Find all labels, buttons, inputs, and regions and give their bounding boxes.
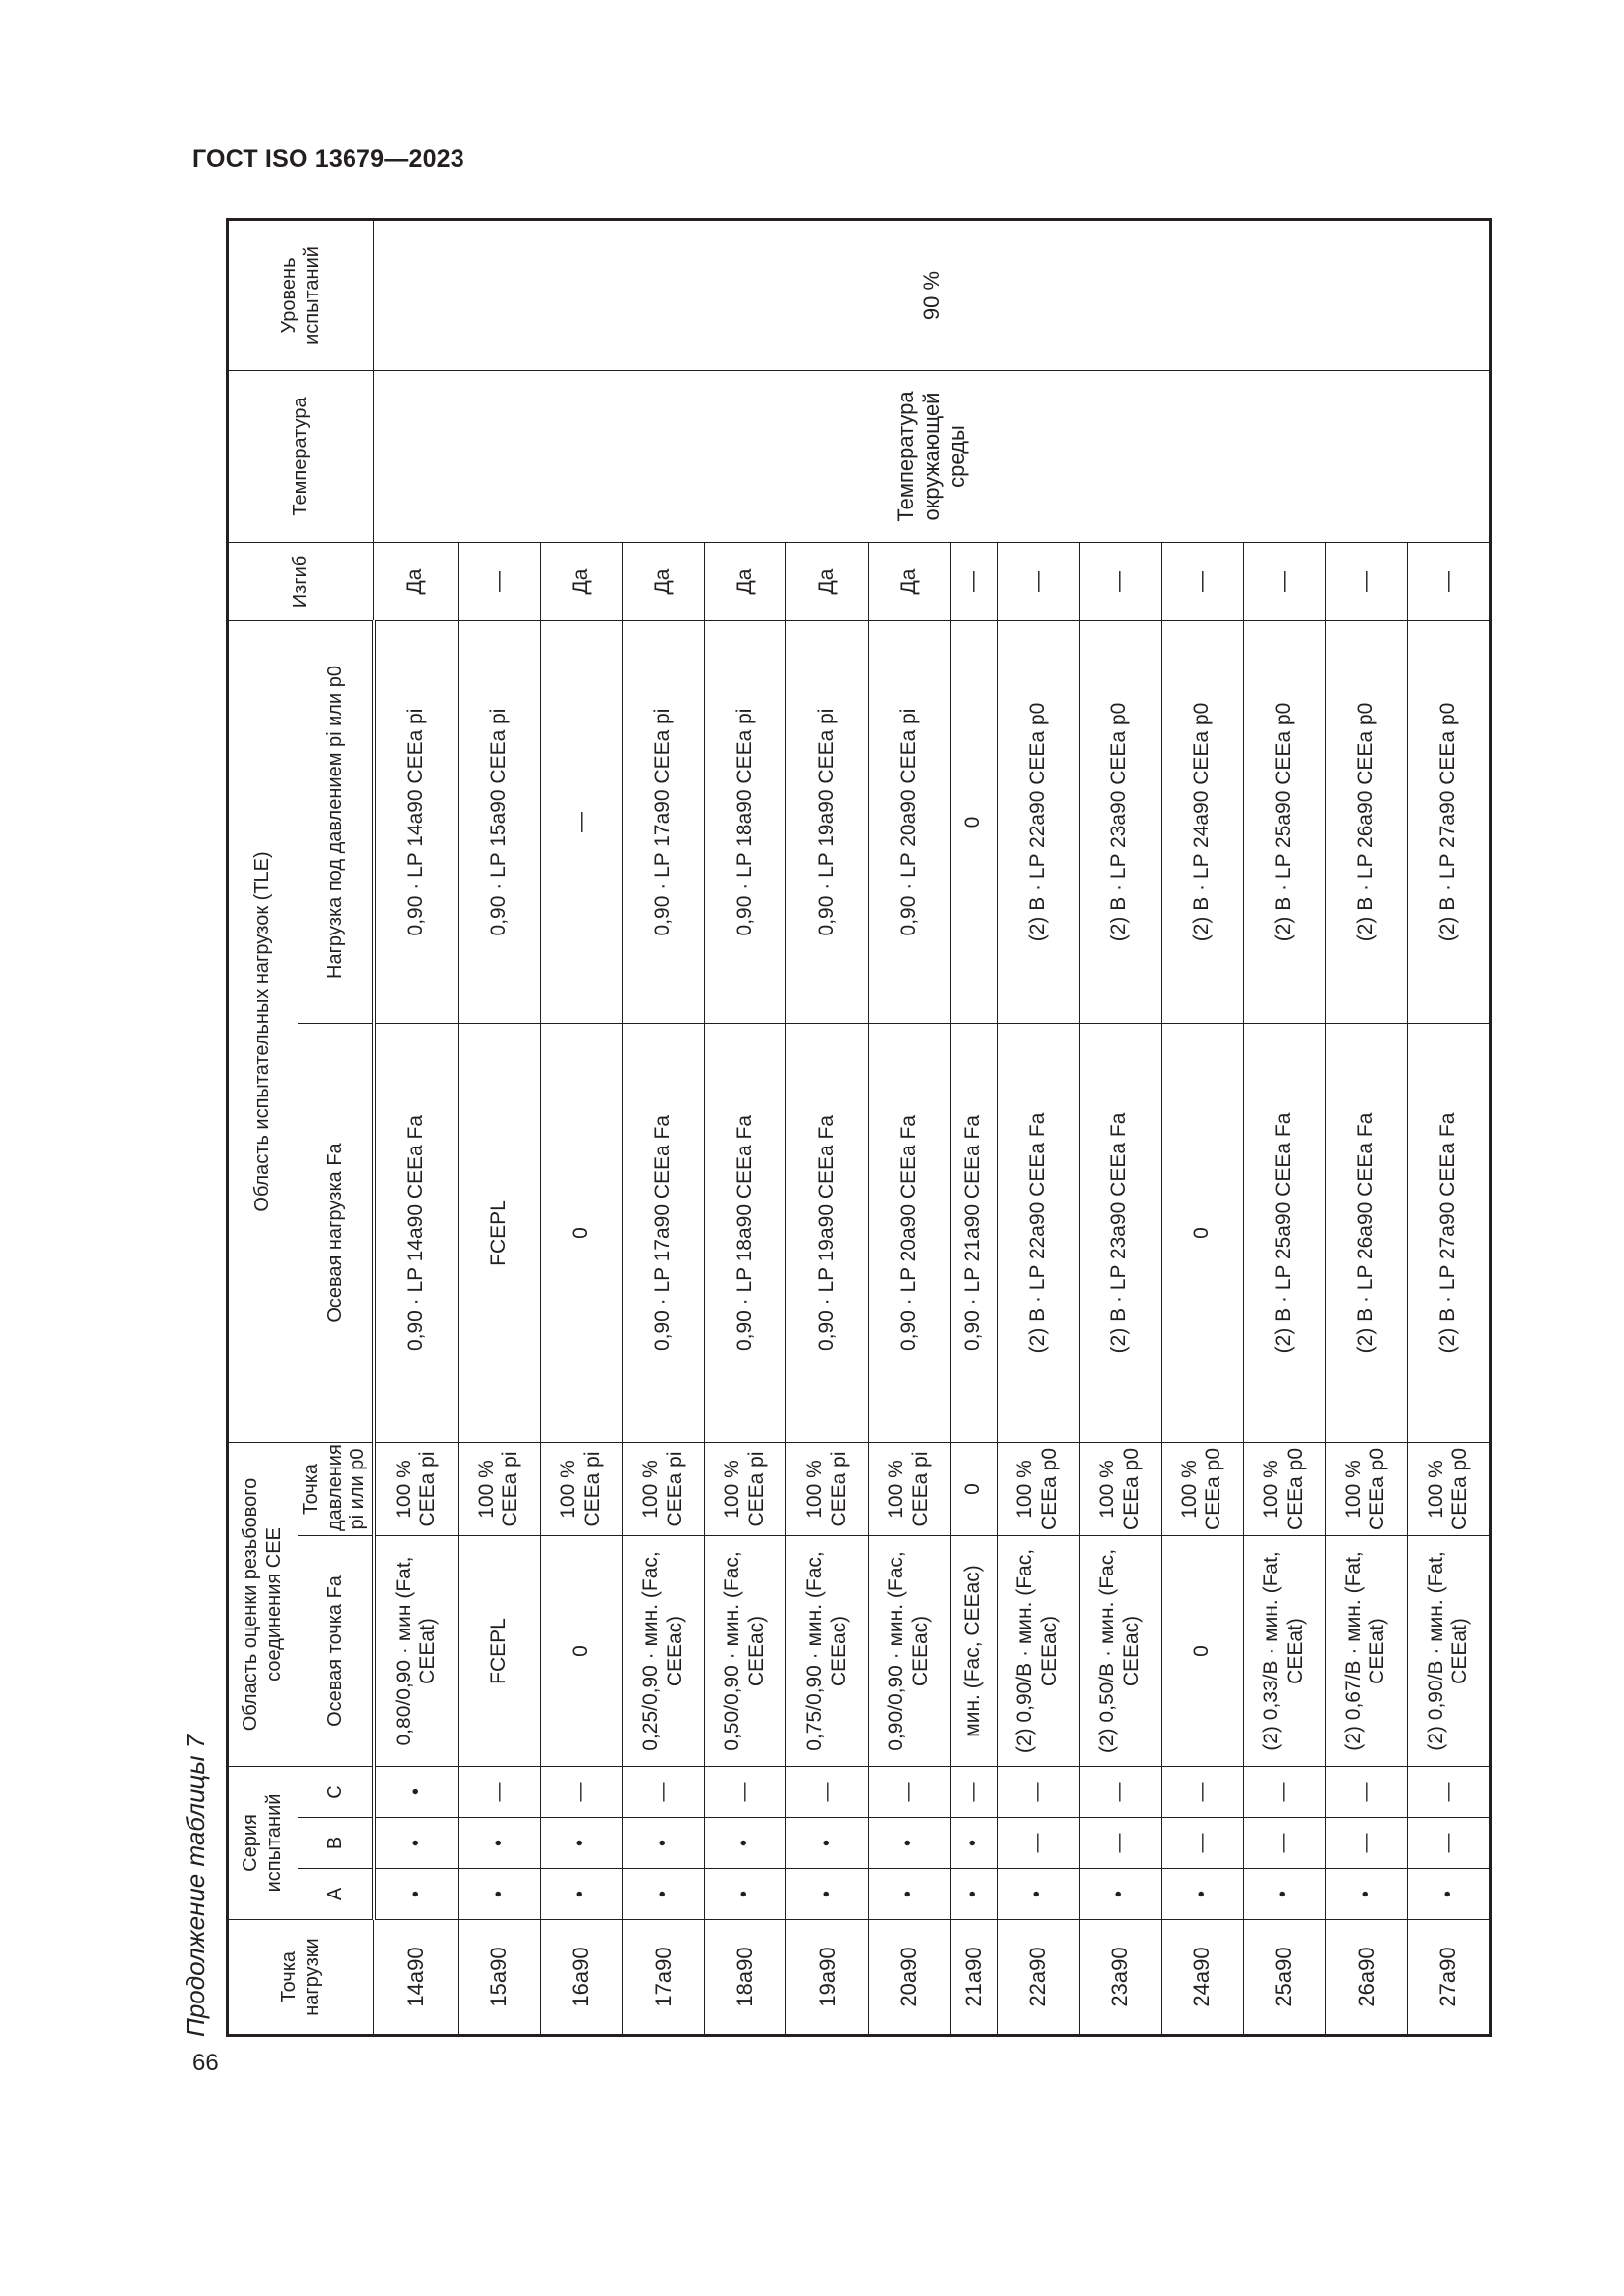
bending-cell: — xyxy=(997,542,1079,620)
document-header: ГОСТ ISO 13679—2023 xyxy=(192,145,464,173)
pressure-point-cell: 100 % CEEa pi xyxy=(459,1442,541,1535)
bending-cell: Да xyxy=(704,542,786,620)
header-series-c: C xyxy=(298,1766,374,1817)
axial-point-cell: FCEPL xyxy=(459,1535,541,1766)
header-load-point: Точка нагрузки xyxy=(228,1920,374,2036)
header-test-series: Серия испытаний xyxy=(228,1766,298,1919)
series-b-mark: — xyxy=(1079,1818,1162,1869)
axial-load-cell: (2) B · LP 26a90 CEEa Fa xyxy=(1326,1023,1408,1442)
series-a-mark: • xyxy=(459,1869,541,1920)
series-b-mark: — xyxy=(1407,1818,1490,1869)
axial-point-cell: 0,90/0,90 · мин. (Fac, CEEac) xyxy=(868,1535,950,1766)
series-c-mark: — xyxy=(997,1766,1079,1817)
series-b-mark: — xyxy=(1162,1818,1244,1869)
bending-cell: Да xyxy=(374,542,459,620)
axial-point-cell: (2) 0,67/B · мин. (Fat, CEEat) xyxy=(1326,1535,1408,1766)
bending-cell: Да xyxy=(540,542,623,620)
axial-point-cell: (2) 0,50/B · мин. (Fac, CEEac) xyxy=(1079,1535,1162,1766)
series-a-mark: • xyxy=(1407,1869,1490,1920)
pressure-load-cell: 0,90 · LP 18a90 CEEa pi xyxy=(704,620,786,1023)
row-load-point: 21a90 xyxy=(950,1920,997,2036)
pressure-point-cell: 0 xyxy=(950,1442,997,1535)
pressure-point-cell: 100 % CEEa p0 xyxy=(1326,1442,1408,1535)
pressure-load-cell: 0 xyxy=(950,620,997,1023)
axial-load-cell: 0,90 · LP 20a90 CEEa Fa xyxy=(868,1023,950,1442)
pressure-point-cell: 100 % CEEa p0 xyxy=(1243,1442,1326,1535)
bending-cell: — xyxy=(1079,542,1162,620)
pressure-load-cell: (2) B · LP 27a90 CEEa p0 xyxy=(1407,620,1490,1023)
rotated-table-container xyxy=(181,221,1492,2037)
series-b-mark: — xyxy=(1326,1818,1408,1869)
series-a-mark: • xyxy=(1079,1869,1162,1920)
series-a-mark: • xyxy=(540,1869,623,1920)
table-body xyxy=(374,219,1491,2035)
axial-load-cell: 0 xyxy=(540,1023,623,1442)
header-temperature: Температура xyxy=(228,370,374,542)
row-load-point: 27a90 xyxy=(1407,1920,1490,2036)
series-c-mark: — xyxy=(1407,1766,1490,1817)
axial-load-cell: (2) B · LP 23a90 CEEa Fa xyxy=(1079,1023,1162,1442)
series-b-mark: • xyxy=(950,1818,997,1869)
series-a-mark: • xyxy=(1243,1869,1326,1920)
pressure-point-cell: 100 % CEEa pi xyxy=(704,1442,786,1535)
axial-load-cell: 0,90 · LP 21a90 CEEa Fa xyxy=(950,1023,997,1442)
pressure-load-cell: (2) B · LP 22a90 CEEa p0 xyxy=(997,620,1079,1023)
row-load-point: 17a90 xyxy=(623,1920,705,2036)
series-b-mark: • xyxy=(704,1818,786,1869)
axial-point-cell: (2) 0,90/B · мин. (Fac, CEEac) xyxy=(997,1535,1079,1766)
row-load-point: 16a90 xyxy=(540,1920,623,2036)
row-load-point: 24a90 xyxy=(1162,1920,1244,2036)
pressure-load-cell: 0,90 · LP 19a90 CEEa pi xyxy=(786,620,869,1023)
header-test-level: Уровень испытаний xyxy=(228,219,374,370)
series-a-mark: • xyxy=(786,1869,869,1920)
pressure-point-cell: 100 % CEEa pi xyxy=(374,1442,459,1535)
series-b-mark: — xyxy=(1243,1818,1326,1869)
pressure-load-cell: (2) B · LP 23a90 CEEa p0 xyxy=(1079,620,1162,1023)
bending-cell: Да xyxy=(786,542,869,620)
series-b-mark: • xyxy=(623,1818,705,1869)
axial-point-cell: 0 xyxy=(540,1535,623,1766)
axial-point-cell: 0,75/0,90 · мин. (Fac, CEEac) xyxy=(786,1535,869,1766)
series-b-mark: • xyxy=(786,1818,869,1869)
row-load-point: 19a90 xyxy=(786,1920,869,2036)
bending-cell: Да xyxy=(868,542,950,620)
series-c-mark: — xyxy=(1243,1766,1326,1817)
bending-cell: — xyxy=(950,542,997,620)
header-series-b: B xyxy=(298,1818,374,1869)
series-a-mark: • xyxy=(1326,1869,1408,1920)
series-a-mark: • xyxy=(997,1869,1079,1920)
pressure-point-cell: 100 % CEEa p0 xyxy=(997,1442,1079,1535)
series-a-mark: • xyxy=(623,1869,705,1920)
series-b-mark: • xyxy=(459,1818,541,1869)
bending-cell: — xyxy=(1326,542,1408,620)
series-a-mark: • xyxy=(1162,1869,1244,1920)
axial-point-cell: мин. (Fac, CEEac) xyxy=(950,1535,997,1766)
axial-point-cell: (2) 0,90/B · мин. (Fat, CEEat) xyxy=(1407,1535,1490,1766)
axial-point-cell: 0,50/0,90 · мин. (Fac, CEEac) xyxy=(704,1535,786,1766)
header-bending: Изгиб xyxy=(228,542,374,620)
bending-cell: — xyxy=(1407,542,1490,620)
pressure-point-cell: 100 % CEEa pi xyxy=(786,1442,869,1535)
axial-point-cell: 0,25/0,90 · мин. (Fac, CEEac) xyxy=(623,1535,705,1766)
bending-cell: Да xyxy=(623,542,705,620)
series-b-mark: • xyxy=(540,1818,623,1869)
series-b-mark: • xyxy=(374,1818,459,1869)
series-a-mark: • xyxy=(374,1869,459,1920)
header-axial-point: Осевая точка Fa xyxy=(298,1535,374,1766)
header-pressure-load: Нагрузка под давлением pi или p0 xyxy=(298,620,374,1023)
series-c-mark: — xyxy=(540,1766,623,1817)
pressure-load-cell: — xyxy=(540,620,623,1023)
row-load-point: 14a90 xyxy=(374,1920,459,2036)
header-tle-area: Область испытательных нагрузок (TLE) xyxy=(228,620,298,1442)
bending-cell: — xyxy=(1162,542,1244,620)
row-load-point: 15a90 xyxy=(459,1920,541,2036)
row-load-point: 26a90 xyxy=(1326,1920,1408,2036)
axial-load-cell: 0,90 · LP 19a90 CEEa Fa xyxy=(786,1023,869,1442)
header-pressure-point: Точка давления pi или p0 xyxy=(298,1442,374,1535)
series-c-mark: — xyxy=(704,1766,786,1817)
series-a-mark: • xyxy=(950,1869,997,1920)
temperature-merged-cell: Температура окружающей среды xyxy=(374,370,1491,542)
axial-load-cell: 0,90 · LP 17a90 CEEa Fa xyxy=(623,1023,705,1442)
table-caption: Продолжение таблицы 7 xyxy=(181,1734,210,2037)
page-number: 66 xyxy=(192,2050,219,2076)
row-load-point: 23a90 xyxy=(1079,1920,1162,2036)
series-c-mark: — xyxy=(1162,1766,1244,1817)
table-row xyxy=(374,219,459,2035)
pressure-load-cell: 0,90 · LP 17a90 CEEa pi xyxy=(623,620,705,1023)
pressure-point-cell: 100 % CEEa p0 xyxy=(1407,1442,1490,1535)
axial-point-cell: (2) 0,33/B · мин. (Fat, CEEat) xyxy=(1243,1535,1326,1766)
pressure-load-cell: (2) B · LP 26a90 CEEa p0 xyxy=(1326,620,1408,1023)
pressure-load-cell: (2) B · LP 24a90 CEEa p0 xyxy=(1162,620,1244,1023)
axial-load-cell: (2) B · LP 25a90 CEEa Fa xyxy=(1243,1023,1326,1442)
pressure-load-cell: 0,90 · LP 14a90 CEEa pi xyxy=(374,620,459,1023)
series-c-mark: — xyxy=(950,1766,997,1817)
series-c-mark: — xyxy=(786,1766,869,1817)
pressure-load-cell: (2) B · LP 25a90 CEEa p0 xyxy=(1243,620,1326,1023)
series-c-mark: — xyxy=(623,1766,705,1817)
series-b-mark: • xyxy=(868,1818,950,1869)
axial-point-cell: 0 xyxy=(1162,1535,1244,1766)
header-axial-load: Осевая нагрузка Fa xyxy=(298,1023,374,1442)
series-c-mark: • xyxy=(374,1766,459,1817)
series-c-mark: — xyxy=(459,1766,541,1817)
axial-load-cell: FCEPL xyxy=(459,1023,541,1442)
bending-cell: — xyxy=(459,542,541,620)
axial-point-cell: 0,80/0,90 · мин (Fat, CEEat) xyxy=(374,1535,459,1766)
pressure-load-cell: 0,90 · LP 20a90 CEEa pi xyxy=(868,620,950,1023)
series-c-mark: — xyxy=(1079,1766,1162,1817)
series-a-mark: • xyxy=(704,1869,786,1920)
test-level-merged-cell: 90 % xyxy=(374,219,1491,370)
pressure-point-cell: 100 % CEEa pi xyxy=(623,1442,705,1535)
pressure-point-cell: 100 % CEEa pi xyxy=(868,1442,950,1535)
series-c-mark: — xyxy=(1326,1766,1408,1817)
load-test-table xyxy=(226,218,1492,2037)
header-series-a: A xyxy=(298,1869,374,1920)
row-load-point: 25a90 xyxy=(1243,1920,1326,2036)
row-load-point: 20a90 xyxy=(868,1920,950,2036)
series-b-mark: — xyxy=(997,1818,1079,1869)
pressure-point-cell: 100 % CEEa p0 xyxy=(1079,1442,1162,1535)
bending-cell: — xyxy=(1243,542,1326,620)
row-load-point: 22a90 xyxy=(997,1920,1079,2036)
pressure-load-cell: 0,90 · LP 15a90 CEEa pi xyxy=(459,620,541,1023)
header-thread-eval-area: Область оценки резьбового соединения CEE xyxy=(228,1442,298,1766)
axial-load-cell: 0 xyxy=(1162,1023,1244,1442)
series-c-mark: — xyxy=(868,1766,950,1817)
axial-load-cell: (2) B · LP 22a90 CEEa Fa xyxy=(997,1023,1079,1442)
axial-load-cell: (2) B · LP 27a90 CEEa Fa xyxy=(1407,1023,1490,1442)
axial-load-cell: 0,90 · LP 18a90 CEEa Fa xyxy=(704,1023,786,1442)
row-load-point: 18a90 xyxy=(704,1920,786,2036)
series-a-mark: • xyxy=(868,1869,950,1920)
axial-load-cell: 0,90 · LP 14a90 CEEa Fa xyxy=(374,1023,459,1442)
pressure-point-cell: 100 % CEEa pi xyxy=(540,1442,623,1535)
pressure-point-cell: 100 % CEEa p0 xyxy=(1162,1442,1244,1535)
